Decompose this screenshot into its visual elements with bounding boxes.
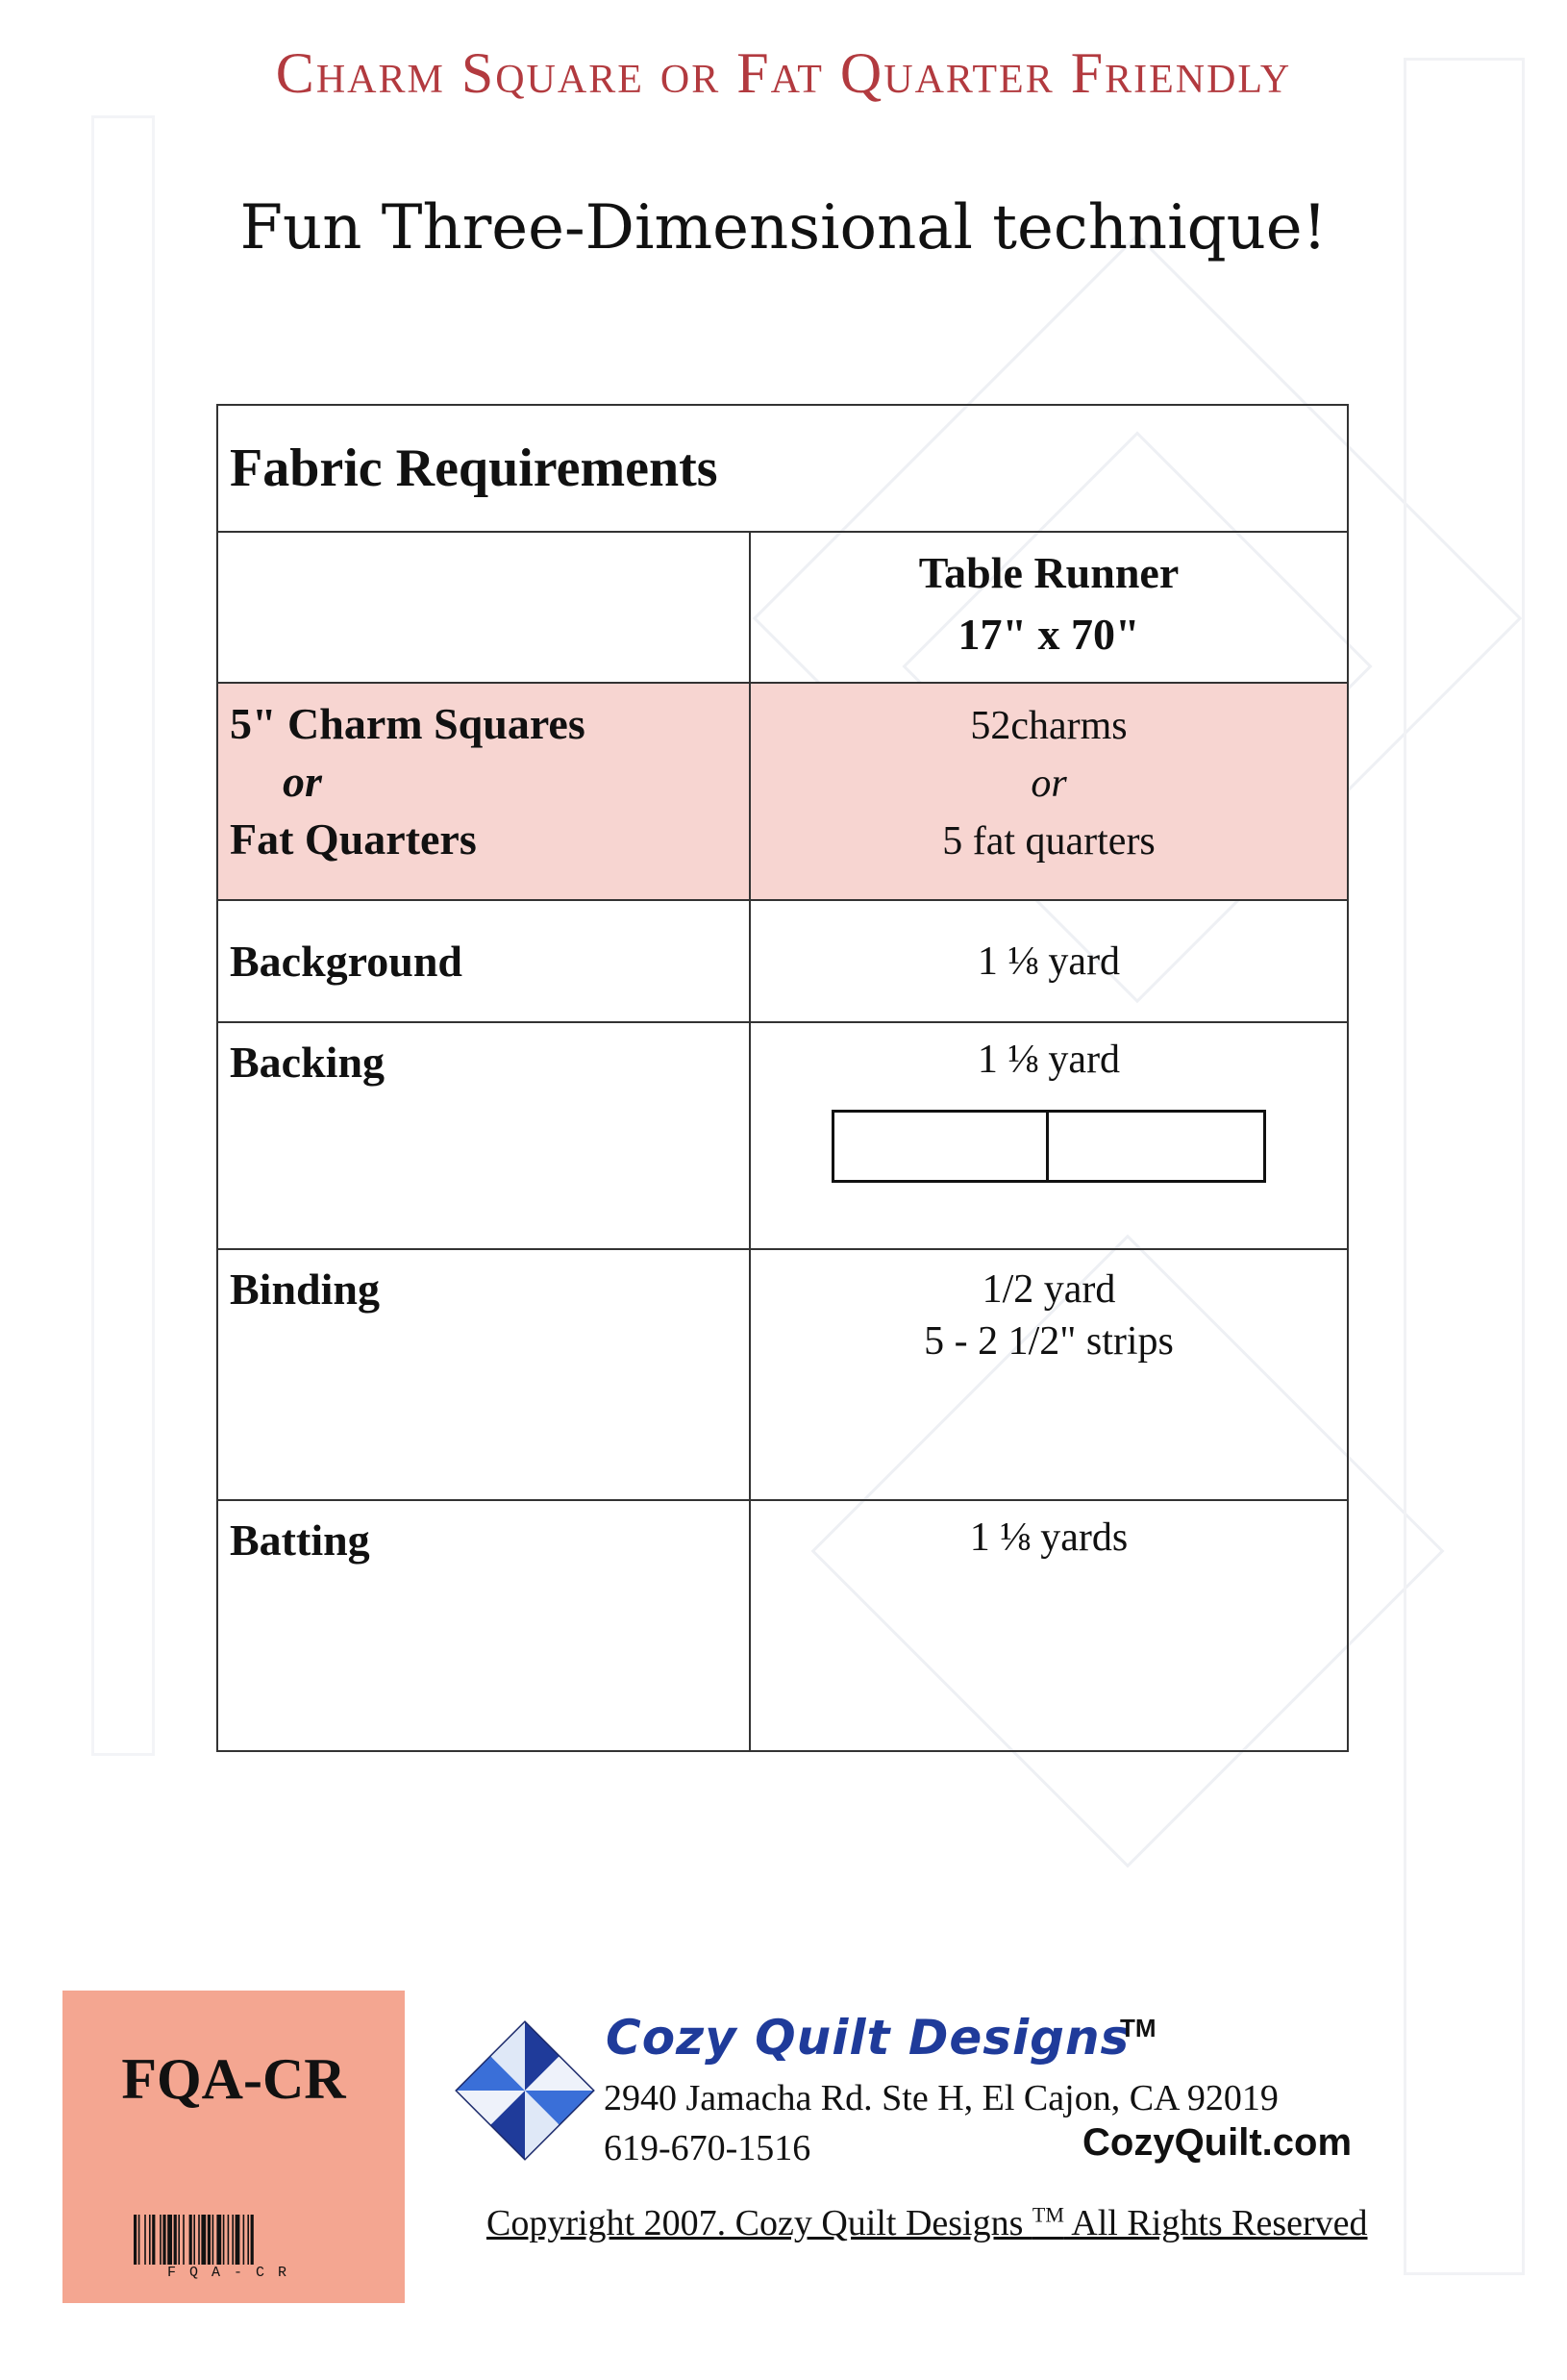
row-label: Background — [217, 900, 750, 1022]
row-value-line: 1 ⅛ yard — [977, 1038, 1121, 1082]
seam-line — [1046, 1113, 1049, 1180]
table-row — [217, 1022, 1348, 1249]
company-address: 2940 Jamacha Rd. Ste H, El Cajon, CA 92019 — [604, 2078, 1279, 2118]
row-value-line: 5 - 2 1/2" strips — [924, 1319, 1174, 1364]
copyright-tm: TM — [1032, 2202, 1064, 2227]
background-show-through — [91, 115, 155, 1756]
background-show-through — [1404, 58, 1525, 2275]
row-label: Batting — [217, 1500, 750, 1751]
column-header-size: 17" x 70" — [958, 610, 1140, 659]
pattern-code-box — [62, 1991, 405, 2303]
table-title-row — [217, 405, 1348, 532]
row-label: Backing — [217, 1022, 750, 1249]
company-website: CozyQuilt.com — [1082, 2121, 1353, 2164]
row-value — [750, 683, 1348, 900]
row-value: 1 ⅛ yard — [750, 900, 1348, 1022]
row-label: Binding — [217, 1249, 750, 1500]
column-header — [750, 532, 1348, 683]
row-value: 1 ⅛ yards — [750, 1500, 1348, 1751]
row-value — [750, 1022, 1348, 1249]
fabric-requirements-table — [216, 404, 1349, 1752]
copyright-text-end: All Rights Reserved — [1063, 2203, 1368, 2243]
company-name: Cozy Quilt Designs — [606, 2010, 1131, 2066]
backing-seam-diagram — [832, 1110, 1266, 1183]
row-value-or: or — [1031, 762, 1067, 806]
pinwheel-quilt-block-icon — [454, 2019, 596, 2162]
row-value-line: 1/2 yard — [982, 1267, 1116, 1312]
table-row — [217, 1500, 1348, 1751]
copyright-notice — [486, 2202, 1368, 2244]
copyright-text: Copyright 2007. Cozy Quilt Designs — [486, 2203, 1032, 2243]
empty-header-cell — [217, 532, 750, 683]
pattern-code: FQA-CR — [121, 2047, 346, 2111]
table-title: Fabric Requirements — [217, 405, 1348, 532]
barcode-text: FQA-CR — [166, 2265, 300, 2281]
row-value — [750, 1249, 1348, 1500]
barcode-icon — [132, 2215, 336, 2265]
row-label-or: or — [283, 757, 322, 806]
trademark-mark: TM — [1120, 2014, 1157, 2042]
table-row — [217, 900, 1348, 1022]
table-header-row — [217, 532, 1348, 683]
friendly-subtitle: Charm Square or Fat Quarter Friendly — [275, 41, 1292, 105]
row-label-line: Fat Quarters — [230, 814, 477, 864]
row-value-line: 5 fat quarters — [942, 819, 1156, 864]
table-row — [217, 683, 1348, 900]
row-value-line: 52charms — [970, 704, 1128, 748]
column-header-name: Table Runner — [918, 548, 1180, 597]
row-label — [217, 683, 750, 900]
row-label-line: 5" Charm Squares — [230, 699, 585, 748]
table-row — [217, 1249, 1348, 1500]
company-phone: 619-670-1516 — [604, 2128, 811, 2168]
technique-headline: Fun Three-Dimensional technique! — [239, 192, 1328, 263]
